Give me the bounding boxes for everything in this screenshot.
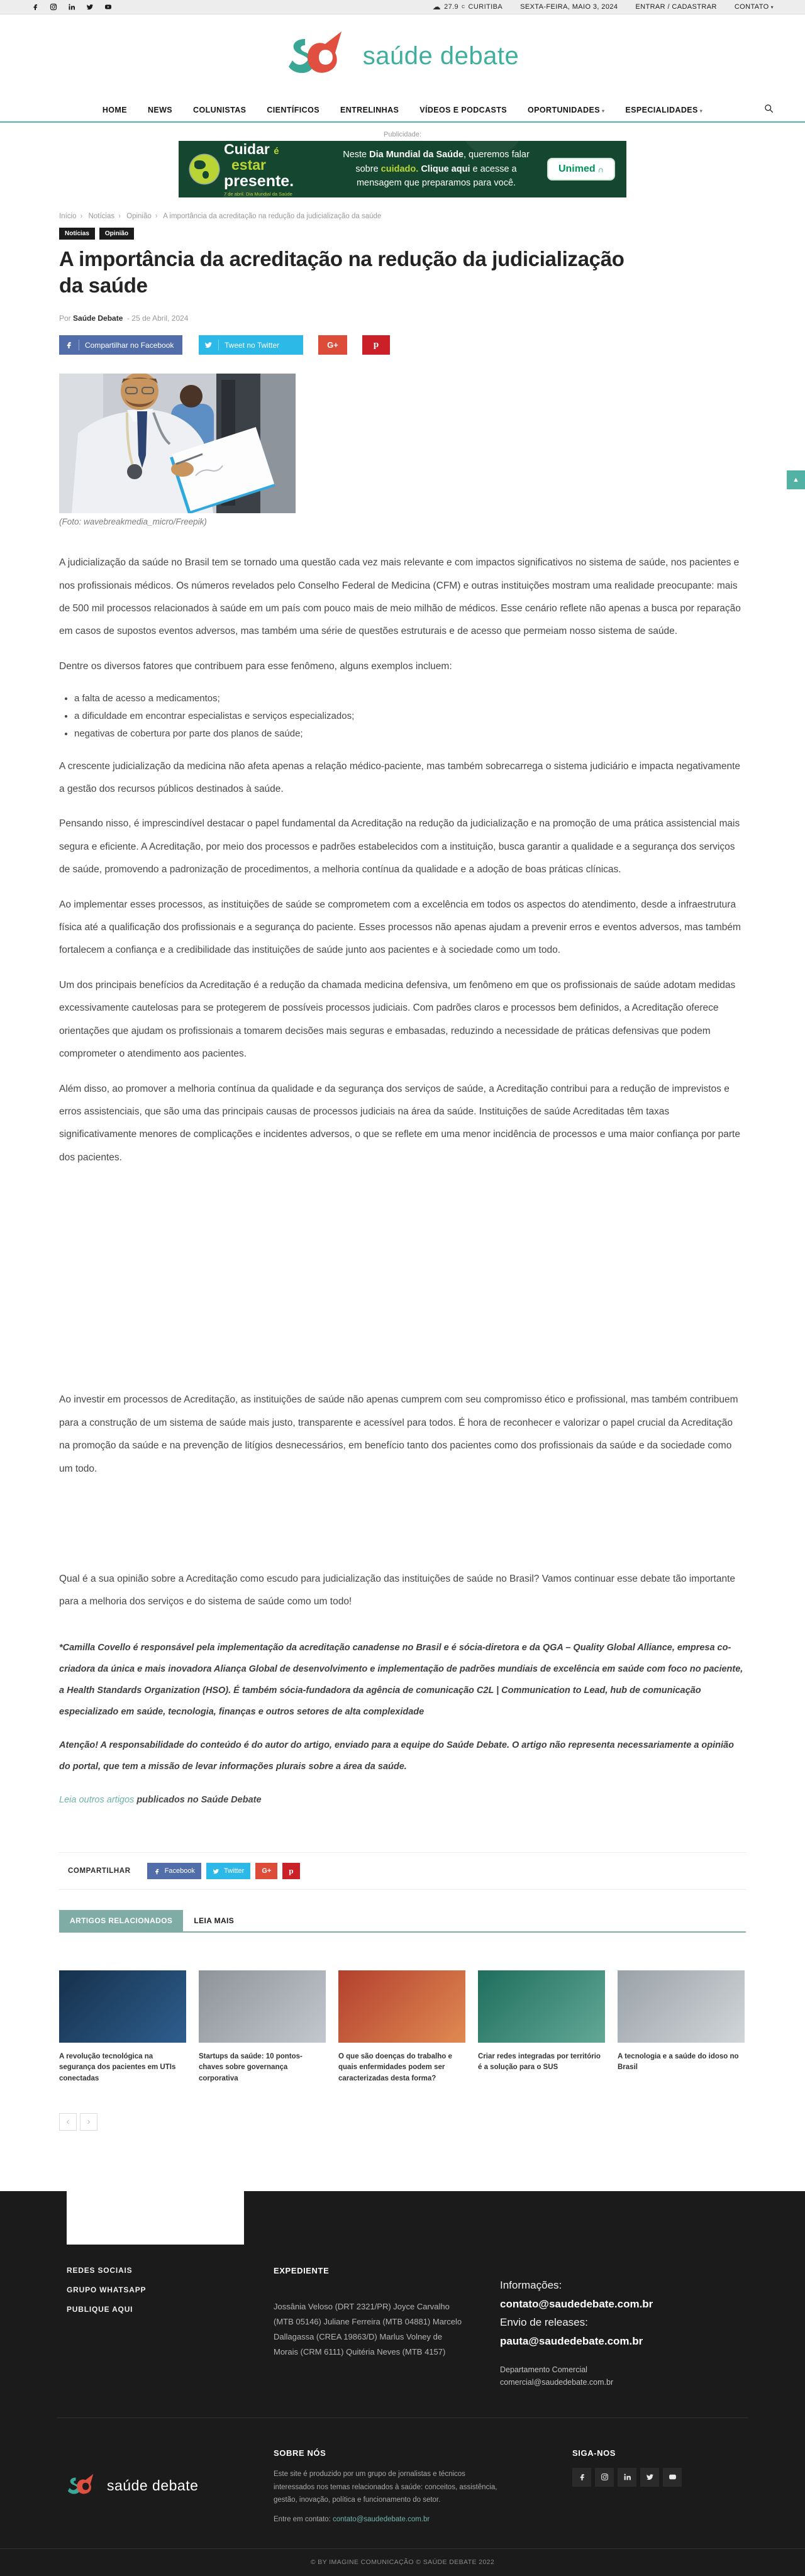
related-tabs [59,1910,746,1933]
chevron-down-icon: ▾ [601,108,605,114]
facebook-icon[interactable] [31,3,39,11]
twitter-icon [204,341,213,349]
contact-menu[interactable]: CONTATO ▾ [734,3,774,11]
paragraph: Ao investir em processos de Acreditação, as instituições de saúde não apenas cumprem com seu compromisso ético e profissional, mas também contribuem para a construção de um sistema de saúde mais justo, transparente e acessível para todos. É hora de reconhecer e valorizar o papel crucial da Acreditação na promoção da saúde e na prevenção de litígios desnecessários, em benefício tanto dos pacientes como dos profissionais da saúde e da sociedade como um todo. [59,1394,738,1474]
paragraph: Dentre os diversos fatores que contribuem para esse fenômeno, alguns exemplos incluem: [59,660,452,672]
card-title: Startups da saúde: 10 pontos-chaves sobre governança corporativa [199,2053,303,2082]
paragraph: Qual é a sua opinião sobre a Acreditação como escudo para judicialização das instituições de saúde no Brasil? Vamos continuar esse debate tão importante para a melhoria dos serviços e do sistema de saúde como um todo! [59,1573,736,1607]
factors-list [74,690,746,742]
info-email[interactable]: contato@saudedebate.com.br [500,2297,653,2310]
youtube-icon[interactable] [104,3,112,11]
sharebar-twitter-button[interactable]: Twitter [206,1863,250,1879]
footer-social-icons [572,2468,748,2487]
ad-label: Publicidade: [384,131,421,138]
copyright-text: © BY IMAGINE COMUNICAÇÃO © SAÚDE DEBATE 2022 [0,2548,805,2576]
search-icon[interactable] [764,104,774,116]
article-figure [59,374,296,526]
site-footer [0,2191,805,2576]
share-twitter-button[interactable]: Tweet no Twitter [199,335,303,355]
weather-widget [433,2,502,12]
linkedin-icon[interactable] [618,2468,636,2487]
related-card[interactable] [199,1970,326,2084]
tag-opiniao[interactable]: Opinião [99,228,134,240]
footer-link-redes-sociais[interactable]: REDES SOCIAIS [67,2265,133,2275]
nav-item-cientificos[interactable]: CIENTÍFICOS [267,105,319,114]
sharebar-googleplus-button[interactable]: G+ [255,1863,277,1879]
related-card[interactable] [478,1970,605,2084]
footer-link-grupo-whatsapp[interactable]: GRUPO WHATSAPP [67,2285,147,2294]
about-title: SOBRE NÓS [274,2448,326,2458]
sharebar-facebook-button[interactable]: Facebook [147,1863,201,1879]
about-contact-email[interactable]: contato@saudedebate.com.br [332,2516,430,2524]
share-googleplus-button[interactable]: G+ [318,335,347,355]
paragraph: A judicialização da saúde no Brasil tem se tornado uma questão cada vez mais relevante e com impactos significativos no sistema de saúde, nos pacientes e nos profissionais médicos. Os números revelados pelo Conselho Federal de Medicina (CFM) e outras instituições mostram uma realidade preocupante: mais de 500 mil processos relacionados à saúde em um país com pouco mais de meio milhão de médicos. Esse cenário reflete não apenas a busca por reparação em casos de supostos eventos adversos, mas também uma série de questões estruturais e de acesso que permeiam nosso sistema de saúde. [59,557,741,637]
logo-wordmark: saúde debate [362,42,519,70]
tag-noticias[interactable]: Notícias [59,228,95,240]
card-title: O que são doenças do trabalho e quais enfermidades podem ser caracterizadas desta forma? [338,2053,452,2082]
cloud-icon: ☁ [432,2,441,11]
sharebar-pinterest-button[interactable]: p [282,1863,299,1879]
site-logo[interactable] [286,28,519,86]
breadcrumb-current: A importância da acreditação na redução da judicialização da saúde [163,213,382,220]
footer-ad-placeholder [67,2191,244,2245]
related-card[interactable] [59,1970,186,2084]
article-body [59,552,746,1811]
nav-item-videos-podcasts[interactable]: VÍDEOS E PODCASTS [419,105,508,114]
breadcrumb-home[interactable]: Início [59,213,77,220]
card-thumbnail [338,1970,465,2043]
share-facebook-button[interactable]: Compartilhar no Facebook [59,335,182,355]
facebook-icon [65,341,73,349]
tab-leia-mais[interactable]: LEIA MAIS [194,1916,235,1926]
facebook-icon [153,1868,160,1875]
list-item: • negativas de cobertura por parte dos planos de saúde; [74,725,746,743]
related-card[interactable] [338,1970,465,2084]
read-more-line: Leia outros artigos publicados no Saúde Debate [59,1795,262,1806]
paragraph: Pensando nisso, é imprescindível destacar o papel fundamental da Acreditação na redução da judicialização e na promoção de uma prática assistencial mais segura e eficiente. A Acreditação, por meio dos processos e padrões estabelecidos com a instituição, busca garantir a qualidade e a segurança dos serviços de saúde, promovendo a padronização de procedimentos, a melhoria contínua da qualidade e a adoção de boas práticas clínicas. [59,818,740,875]
related-card[interactable] [618,1970,745,2084]
commercial-label: Departamento Comercial [500,2365,587,2374]
card-thumbnail [478,1970,605,2043]
doctor-photo [59,374,296,513]
paragraph: Ao implementar esses processos, as instituições de saúde se comprometem com a excelência em todos os aspectos do atendimento, desde a infraestrutura física até a qualificação dos profissionais e a segurança do paciente. Esses processos não apenas ajudam a prevenir erros e eventos adversos, mas também fortalecem a confiança e a credibilidade das instituições de saúde junto aos pacientes e à sociedade como um todo. [59,899,741,956]
topbar-social-icons [31,3,112,11]
unimed-arch-icon: ∩ [597,164,604,174]
login-link[interactable]: ENTRAR / CADASTRAR [635,3,717,11]
next-page-button[interactable]: › [80,2113,97,2131]
twitter-icon[interactable] [640,2468,659,2487]
info-label: Informações: [500,2279,562,2291]
card-title: Criar redes integradas por território é a solução para o SUS [478,2053,601,2072]
author-link[interactable]: Saúde Debate [73,314,123,323]
unimed-ad-banner[interactable] [179,141,626,197]
card-thumbnail [59,1970,186,2043]
site-header [0,14,805,98]
card-thumbnail [199,1970,326,2043]
ad-headline-1: Cuidar [224,140,270,157]
list-item: • a falta de acesso a medicamentos; [74,690,746,708]
disclaimer: Atenção! A responsabilidade do conteúdo é do autor do artigo, enviado para a equipe do Saúde Debate. O artigo não representa necessariamente a opinião do portal, que tem a missão de levar informações plurais sobre a área da saúde. [59,1740,734,1772]
releases-label: Envio de releases: [500,2316,588,2329]
ad-headline-e: é [274,145,279,157]
card-title: A revolução tecnológica na segurança dos pacientes em UTIs conectadas [59,2053,176,2082]
author-bio: *Camilla Covello é responsável pela implementação da acreditação canadense no Brasil e é sócia-diretora e da QGA – Quality Global Alliance, empresa co-criadora da única e mais inovadora Aliança Global de desenvolvimento e implementação de padrões mundiais de excelência em saúde com foco no paciente, a Health Standards Organization (HSO). É também sócia-fundadora da agência de comunicação C2L | Communication to Lead, hub de comunicação especializado em saúde, tecnologia, finanças e outros setores de alta complexidade [59,1642,743,1717]
card-thumbnail [618,1970,745,2043]
youtube-icon[interactable] [663,2468,682,2487]
linkedin-icon[interactable] [68,3,75,11]
ad-headline-2: estar [231,156,266,173]
expediente-text: Jossânia Veloso (DRT 2321/PR) Joyce Carvalho (MTB 05146) Juliane Ferreira (MTB 04881) Marcelo Dallagassa (CREA 19863/D) Marlus Volney de Morais (CRM 6111) Quitéria Neves (MTB 4157) [274,2301,462,2357]
read-more-link[interactable]: Leia outros artigos [59,1795,135,1806]
nav-item-especialidades[interactable]: ESPECIALIDADES ▾ [625,105,703,114]
breadcrumb: Início › Notícias › Opinião › A importância da acreditação na redução da judicialização da saúde [59,213,382,220]
spacer [59,1626,746,1637]
commercial-email[interactable]: comercial@saudedebate.com.br [500,2377,614,2387]
footer-link-publique-aqui[interactable]: PUBLIQUE AQUI [67,2304,133,2314]
top-bar [0,0,805,14]
instagram-icon[interactable] [595,2468,614,2487]
page-title: A importância da acreditação na redução da judicialização da saúde [59,247,625,297]
tab-artigos-relacionados[interactable]: ARTIGOS RELACIONADOS [59,1910,183,1931]
ad-subline: 7 de abril. Dia Mundial da Saúde [224,191,292,197]
footer-logo[interactable] [57,2448,274,2523]
breadcrumb-opiniao[interactable]: Opinião [126,213,152,220]
related-cards [59,1970,746,2084]
paragraph: Além disso, ao promover a melhoria contínua da qualidade e da segurança dos serviços de saúde, a Acreditação contribui para a redução de imprevistos e erros assistenciais, que são uma das principais causas de processos judiciais na área da saúde. Instituições de saúde Acreditadas têm taxas significativamente menores de complicações e incidentes adversos, o que se reflete em uma menor incidência de processos e uma maior confiança por parte dos pacientes. [59,1083,740,1163]
nav-item-home[interactable]: HOME [102,105,127,114]
chevron-down-icon: ▾ [699,108,703,114]
nav-item-colunistas[interactable]: COLUNISTAS [193,105,247,114]
expediente-title: EXPEDIENTE [274,2265,330,2275]
temperature: 27.9 [444,3,459,11]
ad-click-here[interactable]: Clique aqui [418,164,470,174]
logo-monogram [286,28,354,86]
paragraph: Um dos principais benefícios da Acreditação é a redução da chamada medicina defensiva, um fenômeno em que os profissionais de saúde adotam medidas excessivamente cautelosas para se protegerem de possíveis processos judiciais. Com padrões claros e processos bem definidos, a Acreditação oferece orientações que ajudam os profissionais a tomarem decisões mais seguras e embasadas, reduzindo a necessidade de práticas defensivas que podem comprometer o atendimento aos pacientes. [59,979,736,1060]
share-bar [59,1852,746,1890]
instagram-icon[interactable] [50,3,57,11]
paragraph: A crescente judicialização da medicina não afeta apenas a relação médico-paciente, mas também sobrecarrega o sistema judiciário e impacta negativamente a gestão dos recursos públicos destinados à saúde. [59,760,741,794]
twitter-icon [213,1868,219,1875]
main-nav [0,98,805,123]
share-pinterest-button[interactable]: p [362,335,390,355]
nav-item-oportunidades[interactable]: OPORTUNIDADES ▾ [528,105,605,114]
chevron-down-icon: ▾ [770,4,774,10]
nav-item-news[interactable]: NEWS [147,105,173,114]
share-label: COMPARTILHAR [68,1867,131,1875]
follow-title: SIGA-NOS [572,2448,616,2458]
prev-page-button[interactable]: ‹ [59,2113,77,2131]
releases-email[interactable]: pauta@saudedebate.com.br [500,2335,643,2348]
photo-caption: (Foto: wavebreakmedia_micro/Freepik) [59,517,207,527]
facebook-icon[interactable] [572,2468,591,2487]
date-label: SEXTA-FEIRA, MAIO 3, 2024 [520,3,618,11]
empty-ad-slot [59,1492,746,1568]
list-item: • a dificuldade em encontrar especialistas e serviços especializados; [74,708,746,725]
unimed-logo-button[interactable]: Unimed ∩ [547,158,615,180]
card-title: A tecnologia e a saúde do idoso no Brasil [618,2053,739,2072]
logo-monogram [67,2472,99,2501]
ad-headline-3: presente. [224,172,294,190]
back-to-top-button[interactable]: ▲ [787,470,805,489]
city-label: CURITIBA [468,3,503,11]
nav-item-entrelinhas[interactable]: ENTRELINHAS [340,105,399,114]
about-contact: Entre em contato: contato@saudedebate.com.br [274,2516,430,2524]
ad-body-text: Neste Dia Mundial da Saúde, queremos falar sobre cuidado. Clique aqui e acesse a mensagem que preparamos para você. [343,150,530,189]
publish-date: - 25 de Abril, 2024 [127,314,189,323]
temperature-unit: C [462,4,465,9]
globe-illustration [190,155,219,184]
about-text: Este site é produzido por um grupo de jornalistas e técnicos interessados nos temas relacionados à saúde: conceitos, assistência, gestão, inovação, política e funcionamento do setor. [274,2470,497,2504]
breadcrumb-noticias[interactable]: Notícias [88,213,115,220]
twitter-icon[interactable] [86,3,94,11]
footer-logo-wordmark: saúde debate [107,2477,199,2494]
byline: Por Saúde Debate - 25 de Abril, 2024 [59,314,189,323]
empty-ad-slot [59,1181,746,1389]
